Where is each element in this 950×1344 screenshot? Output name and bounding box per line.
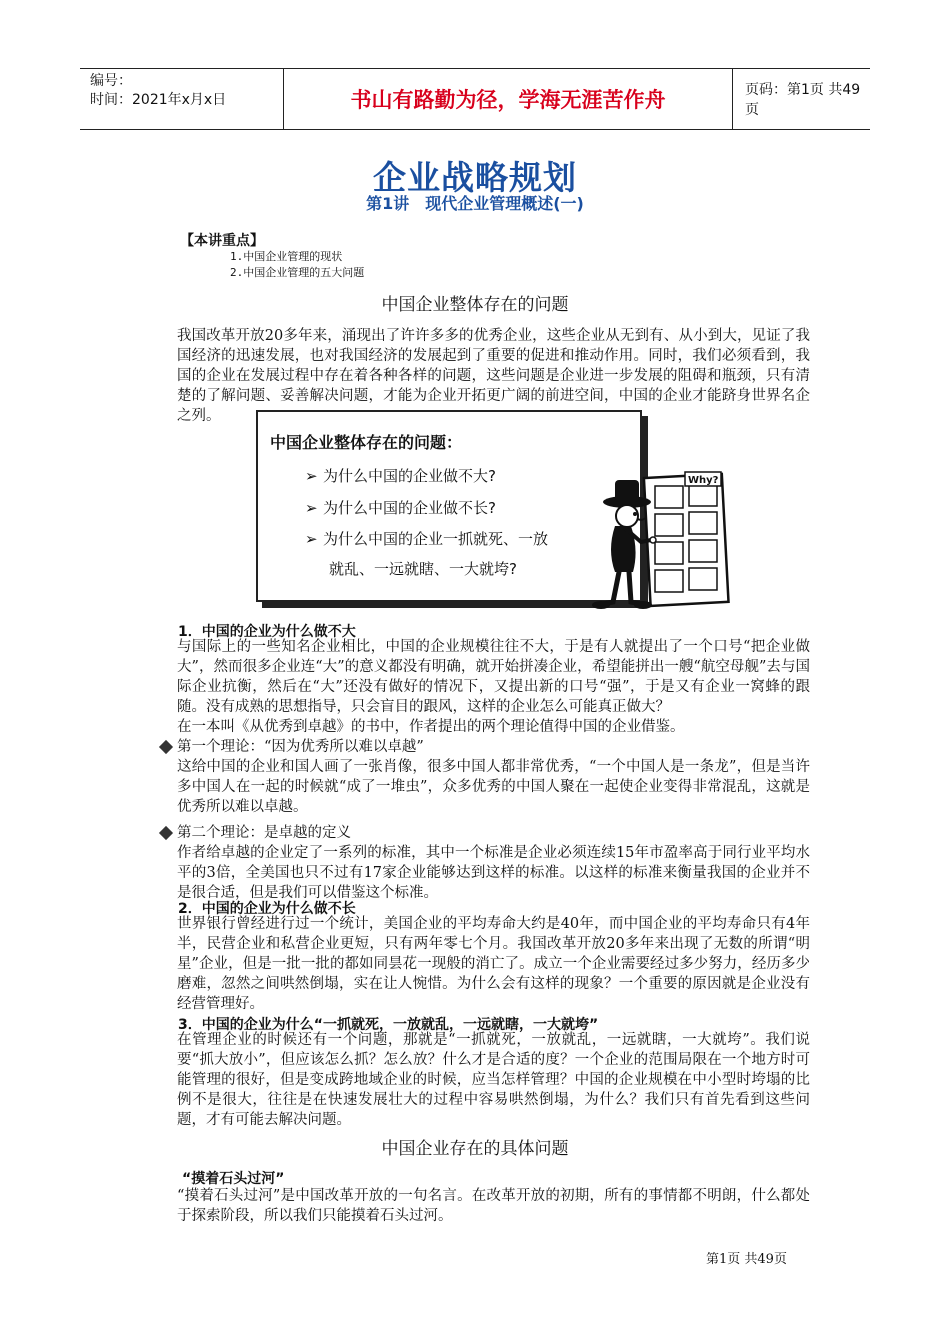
theory-2-text: 第二个理论：是卓越的定义 — [177, 825, 351, 841]
board-sign-text: Why? — [688, 475, 719, 486]
question-3-heading: 3．中国的企业为什么“一抓就死，一放就乱，一远就瞎，一大就垮” — [178, 1017, 599, 1033]
figure-item — [305, 528, 548, 549]
paragraph: 与国际上的一些知名企业相比，中国的企业规模往往不大，于是有人就提出了一个口号“把企业做大”，然而很多企业连“大”的意义都没有明确，就开始拼凑企业，希望能拼出一艘“航空母舰”去与国际企业抗衡，然后在“大”还没有做好的情况下，又提出新的口号“强”，于是又有企业一窝蜂的跟随。没有成熟的思想指导，只会盲目的跟风，这样的企业怎么可能真正做大？ — [177, 639, 810, 715]
paragraph: 在管理企业的时候还有一个问题，那就是“一抓就死，一放就乱，一远就瞎，一大就垮”。我们说要“抓大放小”，但应该怎么抓？怎么放？什么才是合适的度？一个企业的范围局限在一个地方时可能管理的很好，但是变成跨地域企业的时候，应当怎样管理？中国的企业规模在中小型时垮塌的比例不是很大，往往是在快速发展壮大的过程中容易哄然倒塌，为什么？我们只有首先看到这些问题，才有可能去解决问题。 — [177, 1032, 810, 1128]
figure-item-text: 为什么中国的企业一抓就死、一放 — [323, 530, 549, 548]
paragraph: 在一本叫《从优秀到卓越》的书中，作者提出的两个理论值得中国的企业借鉴。 — [177, 719, 685, 735]
section-heading: 中国企业存在的具体问题 — [381, 1139, 569, 1159]
sub-heading: “摸着石头过河” — [182, 1171, 285, 1187]
figure-item — [305, 465, 496, 486]
theory-2-line — [145, 823, 810, 843]
arrow-bullet-icon: ➢ — [305, 530, 318, 548]
arrow-bullet-icon: ➢ — [305, 499, 318, 517]
header-left-cell — [80, 69, 278, 129]
figure-title: 中国企业整体存在的问题： — [270, 433, 463, 452]
key-point-item: 1.中国企业管理的现状 — [230, 250, 343, 263]
paragraph: 世界银行曾经进行过一个统计，美国企业的平均寿命大约是40年，而中国企业的平均寿命只有4年半，民营企业和私营企业更短，只有两年零七个月。我国改革开放20多年来出现了无数的所谓“明星”企业，但是一批一批的都如同昙花一现般的消亡了。成立一个企业需要经过多少努力，经历多少磨难，忽然之间哄然倒塌，实在让人惋惜。为什么会有这样的现象？一个重要的原因就是企业没有经营管理好。 — [177, 916, 810, 1012]
paragraph: “摸着石头过河”是中国改革开放的一句名言。在改革开放的初期，所有的事情都不明朗，什么都处于探索阶段，所以我们只能摸着石头过河。 — [177, 1188, 810, 1224]
paragraph: 这给中国的企业和国人画了一张肖像，很多中国人都非常优秀，“一个中国人是一条龙”，但是当许多中国人在一起的时候就“成了一堆虫”，众多优秀的中国人聚在一起使企业变得非常混乱，这就是优秀所以难以卓越。 — [177, 759, 810, 815]
document-date-label: 时间：2021年x月x日 — [90, 92, 227, 108]
arrow-bullet-icon: ➢ — [305, 467, 318, 485]
page-footer: 第1页 共49页 — [706, 1252, 787, 1267]
document-number-label: 编号： — [90, 73, 132, 89]
section-heading: 中国企业整体存在的问题 — [381, 295, 569, 315]
figure-item-continuation: 就乱、一远就瞎、一大就垮? — [329, 560, 517, 578]
diamond-bullet-icon — [159, 826, 173, 840]
figure-item-text: 为什么中国的企业做不长? — [323, 499, 496, 517]
question-2-heading: 2．中国的企业为什么做不长 — [178, 901, 356, 917]
intro-text: 我国改革开放20多年来，涌现出了许许多多的优秀企业，这些企业从无到有、从小到大，见证了我国经济的迅速发展，也对我国经济的发展起到了重要的促进和推动作用。同时，我们必须看到，我国的企业在发展过程中存在着各种各样的问题，这些问题是企业进一步发展的阻碍和瓶颈，只有清楚的了解问题、妥善解决问题，才能为企业开拓更广阔的前进空间，中国的企业才能跻身世界名企之列。 — [177, 328, 810, 424]
thinking-man-illustration — [585, 466, 735, 616]
header-motto: 书山有路勤为径，学海无涯苦作舟 — [283, 69, 733, 129]
question-2-body — [145, 914, 810, 1014]
question-1-body — [145, 637, 810, 903]
question-3-body — [145, 1030, 810, 1130]
theory-1-text: 第一个理论：“因为优秀所以难以卓越” — [177, 739, 424, 755]
figure-item-text: 为什么中国的企业做不大? — [323, 467, 496, 485]
header-page-label: 页码：第1页 共49页 — [745, 82, 861, 118]
lecture-subtitle: 第1讲 现代企业管理概述(一) — [366, 194, 584, 213]
page-header — [80, 68, 870, 130]
document-title: 企业战略规划 — [373, 158, 577, 197]
key-point-item: 2.中国企业管理的五大问题 — [230, 266, 365, 279]
question-1-heading: 1．中国的企业为什么做不大 — [178, 624, 356, 640]
section-2-body — [145, 1186, 810, 1226]
key-points-heading: 【本讲重点】 — [180, 233, 264, 249]
theory-1-line — [145, 737, 810, 757]
paragraph: 作者给卓越的企业定了一系列的标准，其中一个标准是企业必须连续15年市盈率高于同行业平均水平的3倍，全美国也只不过有17家企业能够达到这样的标准。以这样的标准来衡量我国的企业并不是很合适，但是我们可以借鉴这个标准。 — [177, 845, 810, 901]
diamond-bullet-icon — [159, 740, 173, 754]
figure-item — [305, 497, 496, 518]
